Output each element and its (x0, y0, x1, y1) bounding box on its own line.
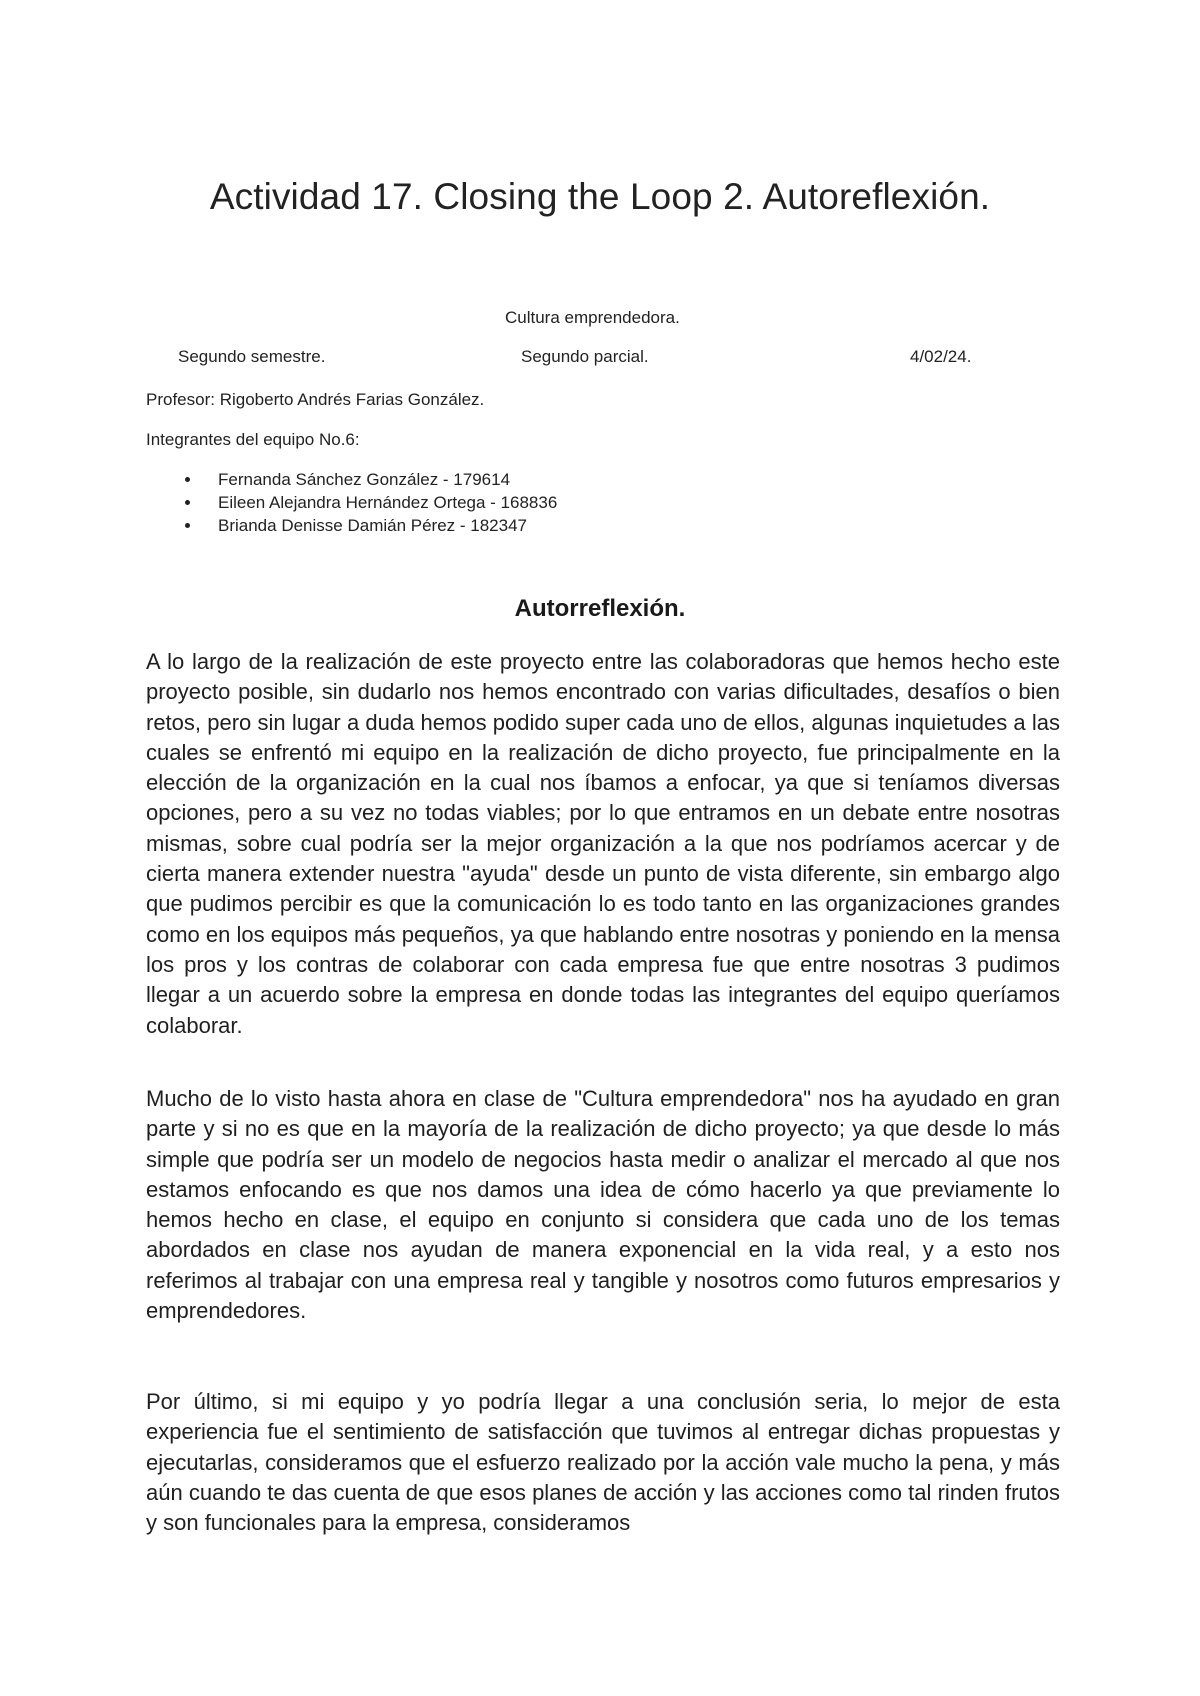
body-paragraph: Mucho de lo visto hasta ahora en clase de "Cultura emprendedora" nos ha ayudado en gran parte y si no es que en la mayoría de la realización de dicho proyecto; ya que desde lo más simple que podría ser un modelo de negocios hasta medir o analizar el mercado al que nos estamos enfocando es que nos damos una idea de cómo hacerlo ya que previamente lo hemos hecho en clase, el equipo en conjunto si considera que cada uno de los temas abordados en clase nos ayudan de manera exponencial en la vida real, y a esto nos referimos al trabajar con una empresa real y tangible y nosotros como futuros empresarios y emprendedores. (146, 1086, 1060, 1324)
team-members-list (182, 468, 557, 537)
team-member-item: Brianda Denisse Damián Pérez - 182347 (182, 514, 557, 537)
section-heading: Autorreflexión. (514, 595, 686, 622)
semester-label: Segundo semestre. (178, 347, 326, 366)
date-label: 4/02/24. (910, 347, 972, 366)
body-paragraph: Por último, si mi equipo y yo podría llegar a una conclusión seria, lo mejor de esta experiencia fue el sentimiento de satisfacción que tuvimos al entregar dichas propuestas y ejecutarlas, consideramos que el esfuerzo realizado por la acción vale mucho la pena, y más aún cuando te das cuenta de que esos planes de acción y las acciones como tal rinden frutos y son funcionales para la empresa, consideramos (146, 1389, 1060, 1536)
team-label: Integrantes del equipo No.6: (146, 430, 360, 449)
team-member-item: Eileen Alejandra Hernández Ortega - 168836 (182, 491, 557, 514)
body-paragraph: A lo largo de la realización de este proyecto entre las colaboradoras que hemos hecho este proyecto posible, sin dudarlo nos hemos encontrado con varias dificultades, desafíos o bien retos, pero sin lugar a duda hemos podido super cada uno de ellos, algunas inquietudes a las cuales se enfrentó mi equipo en la realización de dicho proyecto, fue principalmente en la elección de la organización en la cual nos íbamos a enfocar, ya que si teníamos diversas opciones, pero a su vez no todas viables; por lo que entramos en un debate entre nosotras mismas, sobre cual podría ser la mejor organización a la que nos podríamos acercar y de cierta manera extender nuestra "ayuda" desde un punto de vista diferente, sin embargo algo que pudimos percibir es que la comunicación lo es todo tanto en las organizaciones grandes como en los equipos más pequeños, ya que hablando entre nosotras y poniendo en la mensa los pros y los contras de colaborar con cada empresa fue que entre nosotras 3 pudimos llegar a un acuerdo sobre la empresa en donde todas las integrantes del equipo queríamos colaborar. (146, 649, 1060, 1038)
subject-name: Cultura emprendedora. (505, 308, 680, 327)
professor-line: Profesor: Rigoberto Andrés Farias González. (146, 390, 485, 409)
partial-label: Segundo parcial. (521, 347, 649, 366)
document-title: Actividad 17. Closing the Loop 2. Autoreflexión. (209, 176, 991, 217)
team-member-item: Fernanda Sánchez González - 179614 (182, 468, 557, 491)
